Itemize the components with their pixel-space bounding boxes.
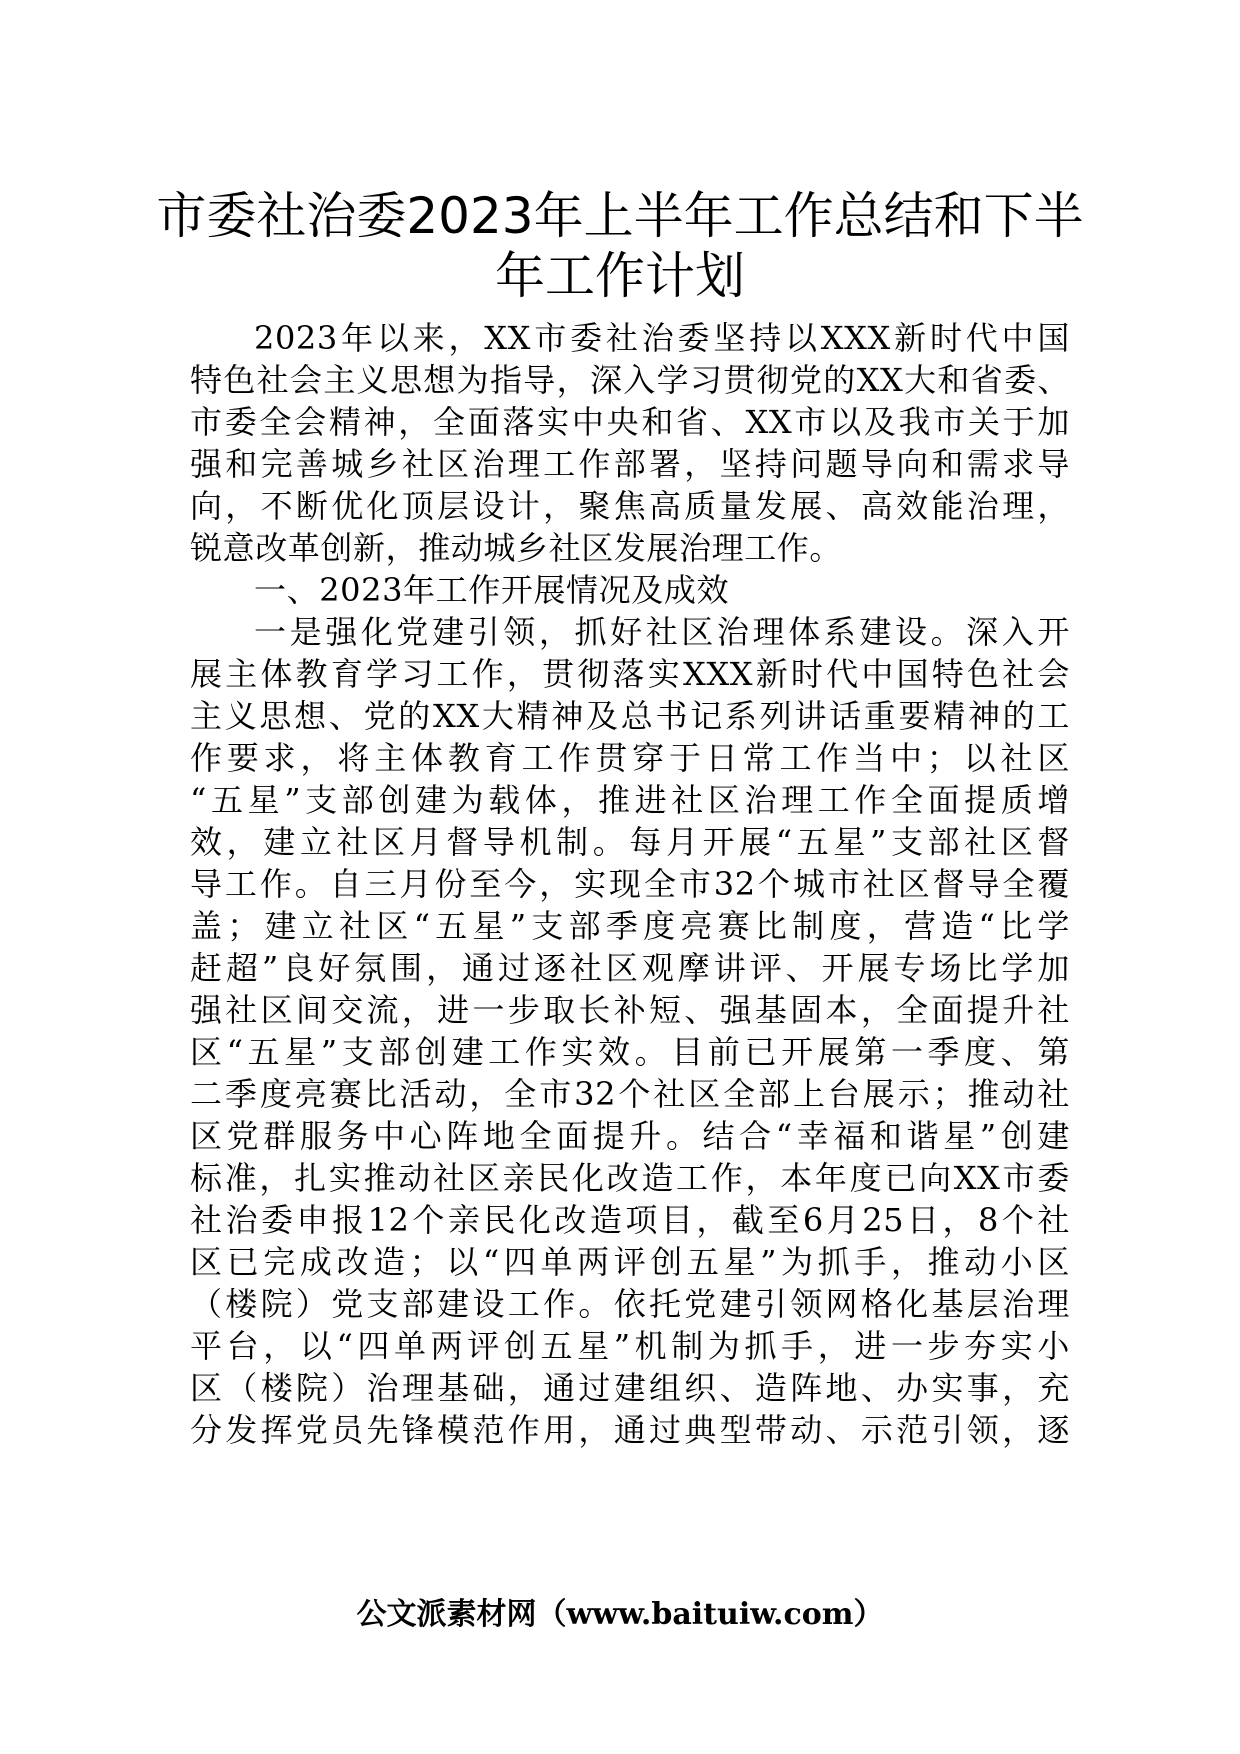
body-line: 盖；建立社区“五星”支部季度亮赛比制度，营造“比学 xyxy=(190,907,1070,945)
body-line: 区党群服务中心阵地全面提升。结合“幸福和谐星”创建 xyxy=(190,1117,1070,1155)
intro-line: 向，不断优化顶层设计，聚焦高质量发展、高效能治理， xyxy=(190,487,1070,525)
body-line: 效，建立社区月督导机制。每月开展“五星”支部社区督 xyxy=(190,823,1070,861)
body-line: 一是强化党建引领，抓好社区治理体系建设。深入开 xyxy=(254,613,1070,651)
body-line: 展主体教育学习工作，贯彻落实XXX新时代中国特色社会 xyxy=(190,655,1070,693)
body-line: 强社区间交流，进一步取长补短、强基固本，全面提升社 xyxy=(190,991,1070,1029)
intro-line: 市委全会精神，全面落实中央和省、XX市以及我市关于加 xyxy=(190,403,1070,441)
body-line: 作要求，将主体教育工作贯穿于日常工作当中；以社区 xyxy=(190,739,1070,777)
intro-line: 2023年以来，XX市委社治委坚持以XXX新时代中国 xyxy=(254,319,1070,357)
body-line: 区“五星”支部创建工作实效。目前已开展第一季度、第 xyxy=(190,1033,1070,1071)
body-line: 主义思想、党的XX大精神及总书记系列讲话重要精神的工 xyxy=(190,697,1070,735)
body-line: （楼院）党支部建设工作。依托党建引领网格化基层治理 xyxy=(190,1285,1070,1323)
body-line: 社治委申报12个亲民化改造项目，截至6月25日，8个社 xyxy=(190,1201,1070,1239)
document-title-line-1: 市委社治委2023年上半年工作总结和下半 xyxy=(156,187,1084,245)
body-line: 区（楼院）治理基础，通过建组织、造阵地、办实事，充 xyxy=(190,1369,1070,1407)
body-line: 二季度亮赛比活动，全市32个社区全部上台展示；推动社 xyxy=(190,1075,1070,1113)
body-line: 标准，扎实推动社区亲民化改造工作，本年度已向XX市委 xyxy=(190,1159,1070,1197)
body-line: 赶超”良好氛围，通过逐社区观摩讲评、开展专场比学加 xyxy=(190,949,1070,987)
intro-line: 锐意改革创新，推动城乡社区发展治理工作。 xyxy=(190,529,843,567)
body-line: “五星”支部创建为载体，推进社区治理工作全面提质增 xyxy=(190,781,1070,819)
body-line: 平台，以“四单两评创五星”机制为抓手，进一步夯实小 xyxy=(190,1327,1070,1365)
document-title-line-2: 年工作计划 xyxy=(495,247,745,305)
intro-line: 特色社会主义思想为指导，深入学习贯彻党的XX大和省委、 xyxy=(190,361,1070,399)
body-line: 导工作。自三月份至今，实现全市32个城市社区督导全覆 xyxy=(190,865,1070,903)
body-line: 区已完成改造；以“四单两评创五星”为抓手，推动小区 xyxy=(190,1243,1070,1281)
intro-line: 强和完善城乡社区治理工作部署，坚持问题导向和需求导 xyxy=(190,445,1070,483)
footer-source-text: 公文派素材网（www.baituiw.com） xyxy=(356,1597,884,1632)
body-line: 分发挥党员先锋模范作用，通过典型带动、示范引领，逐 xyxy=(190,1411,1070,1449)
section-heading: 一、2023年工作开展情况及成效 xyxy=(254,571,730,609)
